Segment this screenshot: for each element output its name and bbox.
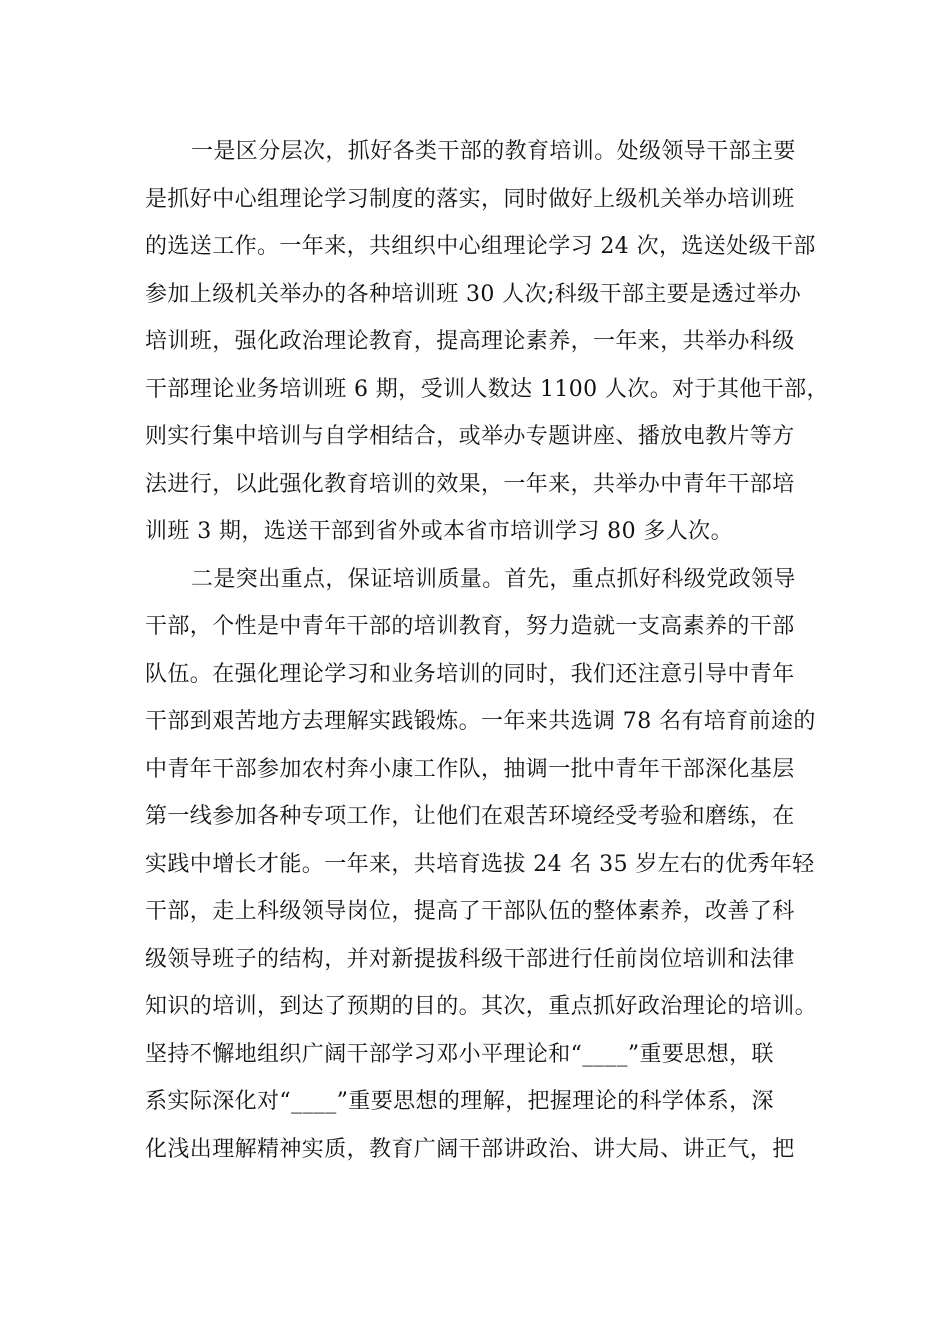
paragraph-1	[145, 128, 829, 556]
text-line: 的选送工作。一年来，共组织中心组理论学习 24 次，选送处级干部	[145, 234, 816, 259]
text-line: 队伍。在强化理论学习和业务培训的同时，我们还注意引导中青年	[145, 661, 795, 687]
text-line: 中青年干部参加农村奔小康工作队，抽调一批中青年干部深化基层	[145, 756, 795, 782]
text-line: 级领导班子的结构，并对新提拔科级干部进行任前岗位培训和法律	[145, 946, 795, 972]
text-line: 知识的培训，到达了预期的目的。其次，重点抓好政治理论的培训。	[145, 994, 818, 1019]
text-line: 系实际深化对“____”重要思想的理解，把握理论的科学体系，深	[145, 1089, 774, 1114]
text-line: 则实行集中培训与自学相结合，或举办专题讲座、播放电教片等方	[145, 424, 795, 449]
paragraph-2	[145, 556, 818, 1174]
text-line: 一是区分层次，抓好各类干部的教育培训。处级领导干部主要	[191, 139, 796, 164]
text-line: 化浅出理解精神实质，教育广阔干部讲政治、讲大局、讲正气，把	[145, 1136, 795, 1162]
text-line: 干部，走上科级领导岗位，提高了干部队伍的整体素养，改善了科	[145, 899, 795, 924]
text-line: 法进行，以此强化教育培训的效果，一年来，共举办中青年干部培	[145, 471, 795, 497]
text-line: 训班 3 期，选送干部到省外或本省市培训学习 80 多人次。	[145, 519, 733, 544]
document-body	[145, 128, 829, 1173]
text-line: 干部到艰苦地方去理解实践锻炼。一年来共选调 78 名有培育前途的	[145, 709, 816, 734]
text-line: 干部理论业务培训班 6 期，受训人数达 1100 人次。对于其他干部，	[145, 376, 829, 402]
text-line: 第一线参加各种专项工作，让他们在艰苦环境经受考验和磨练，在	[145, 804, 795, 829]
text-line: 干部，个性是中青年干部的培训教育，努力造就一支高素养的干部	[145, 614, 795, 639]
text-line: 二是突出重点，保证培训质量。首先，重点抓好科级党政领导	[191, 566, 796, 592]
text-line: 坚持不懈地组织广阔干部学习邓小平理论和“____”重要思想，联	[145, 1041, 774, 1067]
text-line: 是抓好中心组理论学习制度的落实，同时做好上级机关举办培训班	[145, 186, 795, 212]
text-line: 参加上级机关举办的各种培训班 30 人次;科级干部主要是透过举办	[145, 281, 802, 307]
text-line: 培训班，强化政治理论教育，提高理论素养，一年来，共举办科级	[145, 329, 795, 354]
text-line: 实践中增长才能。一年来，共培育选拔 24 名 35 岁左右的优秀年轻	[145, 851, 815, 877]
